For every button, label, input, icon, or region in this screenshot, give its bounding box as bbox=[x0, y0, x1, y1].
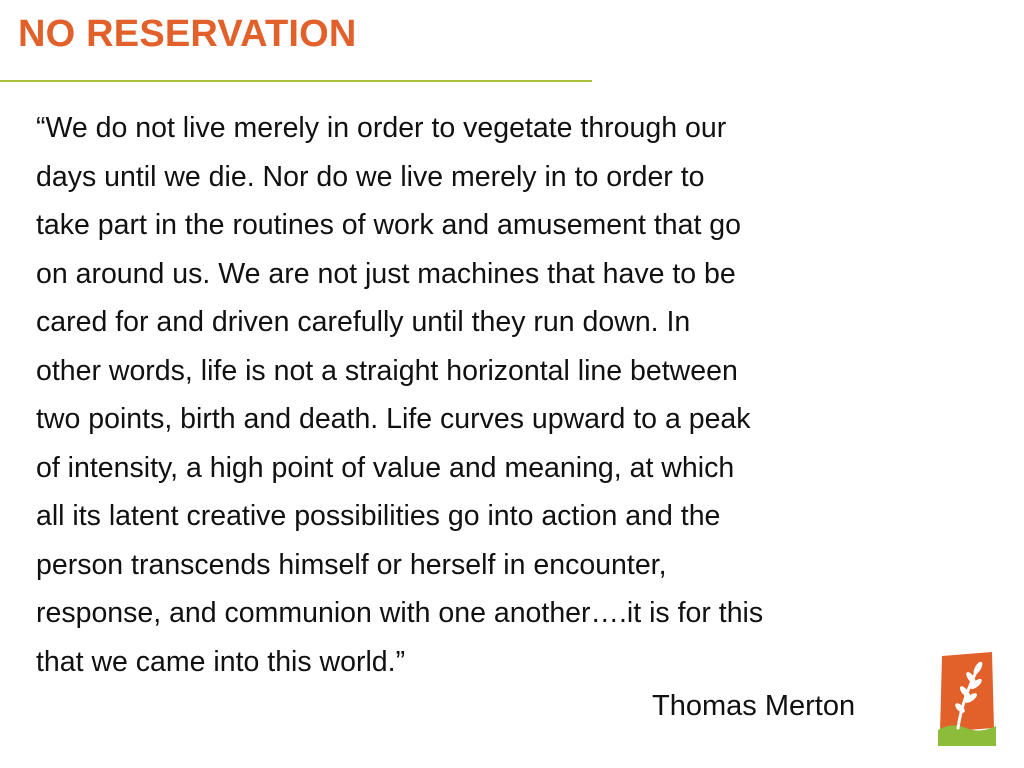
title-divider bbox=[0, 80, 592, 82]
quote-line: person transcends himself or herself in encounter, bbox=[36, 548, 667, 581]
quote-line: days until we die. Nor do we live merely in to order to bbox=[36, 160, 705, 193]
logo-ground-shape bbox=[938, 725, 996, 746]
quote-author: Thomas Merton bbox=[652, 690, 856, 722]
quote-line: of intensity, a high point of value and meaning, at which bbox=[36, 451, 735, 484]
quote-line: cared for and driven carefully until they run down. In bbox=[36, 306, 691, 338]
slide-title: NO RESERVATION bbox=[18, 13, 357, 55]
quote-line: that we came into this world.” bbox=[36, 645, 406, 678]
quote-line: all its latent creative possibilities go into action and the bbox=[36, 500, 721, 532]
quote-line: response, and communion with one another….it is for this bbox=[36, 597, 764, 629]
quote-text bbox=[36, 104, 986, 686]
quote-line: other words, life is not a straight horizontal line between bbox=[36, 354, 738, 387]
quote-line: on around us. We are not just machines that have to be bbox=[36, 257, 736, 290]
leaf-sprig-logo-icon bbox=[938, 650, 996, 746]
quote-line: “We do not live merely in order to vegetate through our bbox=[36, 112, 727, 144]
quote-line: two points, birth and death. Life curves upward to a peak bbox=[36, 403, 751, 435]
quote-line: take part in the routines of work and amusement that go bbox=[36, 209, 741, 241]
